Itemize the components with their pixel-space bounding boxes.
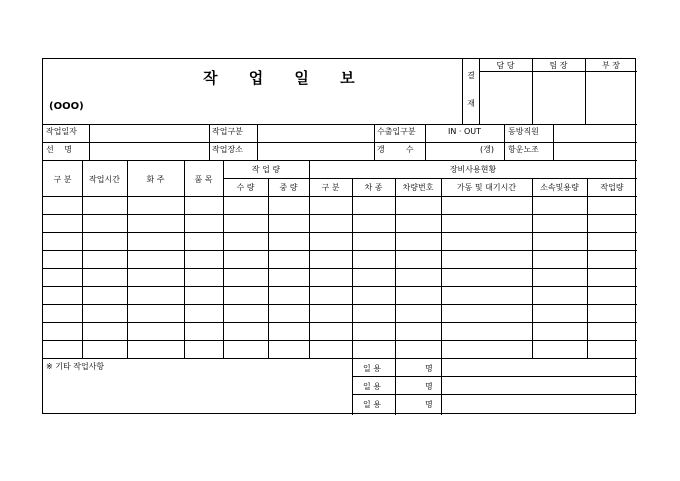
grid-line-vertical bbox=[82, 160, 83, 358]
grid-line-horizontal bbox=[43, 322, 637, 323]
grid-line-horizontal bbox=[43, 358, 637, 359]
work-type-label: 작업구분 bbox=[212, 127, 243, 136]
grid-line-horizontal bbox=[43, 196, 637, 197]
daily-labor-unit-1: 명 bbox=[425, 364, 433, 373]
vessel-name-label: 선 명 bbox=[46, 145, 72, 154]
grid-line-horizontal bbox=[479, 71, 637, 72]
col-work-time: 작업시간 bbox=[89, 175, 120, 184]
grid-line-vertical bbox=[441, 358, 442, 415]
grid-line-vertical bbox=[184, 160, 185, 358]
import-export-value: IN · OUT bbox=[447, 127, 481, 136]
col-operation-wait-time: 가동 및 대기시간 bbox=[456, 183, 517, 192]
port-labor-union-label: 항운노조 bbox=[508, 145, 539, 154]
grid-line-horizontal bbox=[43, 160, 637, 161]
daily-labor-label-1: 일 용 bbox=[363, 364, 381, 373]
grid-line-horizontal bbox=[352, 394, 637, 395]
approval-role-manager: 담 당 bbox=[496, 61, 515, 70]
grid-line-horizontal bbox=[43, 250, 637, 251]
grid-line-horizontal bbox=[43, 286, 637, 287]
daily-labor-unit-3: 명 bbox=[425, 400, 433, 409]
grid-line-horizontal bbox=[352, 376, 637, 377]
col-weight: 중 량 bbox=[279, 183, 298, 192]
document-title: 작 업 일 보 bbox=[203, 69, 368, 87]
daily-labor-unit-2: 명 bbox=[425, 382, 433, 391]
affiliate-staff-label: 동방직원 bbox=[508, 127, 539, 136]
work-volume-group-header: 작 업 량 bbox=[251, 165, 281, 174]
col-item: 품 목 bbox=[194, 175, 213, 184]
grid-line-vertical bbox=[441, 178, 442, 358]
equipment-usage-group-header: 장비사용현황 bbox=[449, 165, 497, 174]
col-vehicle-type: 차 종 bbox=[364, 183, 383, 192]
col-fuel-capacity: 소속및용량 bbox=[540, 183, 579, 192]
col-quantity: 수 량 bbox=[236, 183, 255, 192]
reference-number: (OOO) bbox=[49, 101, 84, 112]
grid-line-vertical bbox=[89, 124, 90, 160]
grid-line-vertical bbox=[127, 160, 128, 358]
other-work-notes-label: ※ 기타 작업사항 bbox=[46, 362, 105, 371]
grid-line-horizontal bbox=[43, 340, 637, 341]
approval-label-top: 결 bbox=[467, 71, 475, 80]
grid-line-vertical bbox=[257, 124, 258, 160]
col-category: 구 분 bbox=[53, 175, 72, 184]
col-equipment-work-volume: 작업량 bbox=[600, 183, 624, 192]
grid-line-vertical bbox=[462, 59, 463, 124]
grid-line-horizontal bbox=[43, 304, 637, 305]
grid-line-vertical bbox=[553, 124, 554, 160]
grid-line-horizontal bbox=[43, 214, 637, 215]
approval-role-director: 부 장 bbox=[602, 61, 620, 70]
grid-line-horizontal bbox=[43, 142, 637, 143]
grid-line-vertical bbox=[209, 124, 210, 160]
approval-label-bottom: 재 bbox=[467, 99, 475, 108]
hatch-count-label: 갱 수 bbox=[377, 145, 414, 154]
grid-line-vertical bbox=[504, 124, 505, 160]
work-report-form bbox=[42, 58, 636, 414]
daily-labor-label-3: 일 용 bbox=[363, 400, 381, 409]
grid-line-vertical bbox=[374, 124, 375, 160]
grid-line-horizontal bbox=[43, 232, 637, 233]
grid-line-vertical bbox=[352, 178, 353, 358]
grid-line-vertical bbox=[352, 358, 353, 415]
grid-line-horizontal bbox=[223, 178, 637, 179]
col-vehicle-number: 차량번호 bbox=[402, 183, 434, 192]
work-place-label: 작업장소 bbox=[212, 145, 243, 154]
daily-labor-label-2: 일 용 bbox=[363, 382, 381, 391]
work-date-label: 작업일자 bbox=[46, 127, 77, 136]
grid-line-vertical bbox=[395, 358, 396, 415]
grid-line-vertical bbox=[532, 178, 533, 358]
grid-line-vertical bbox=[395, 178, 396, 358]
approval-role-team-lead: 팀 장 bbox=[549, 61, 568, 70]
grid-line-vertical bbox=[587, 178, 588, 358]
grid-line-horizontal bbox=[43, 268, 637, 269]
grid-line-horizontal bbox=[43, 124, 637, 125]
import-export-label: 수출입구분 bbox=[377, 127, 416, 136]
hatch-count-unit: (갱) bbox=[480, 145, 494, 154]
col-equipment-category: 구 분 bbox=[321, 183, 340, 192]
grid-line-vertical bbox=[268, 178, 269, 358]
col-shipper: 화 주 bbox=[146, 175, 165, 184]
